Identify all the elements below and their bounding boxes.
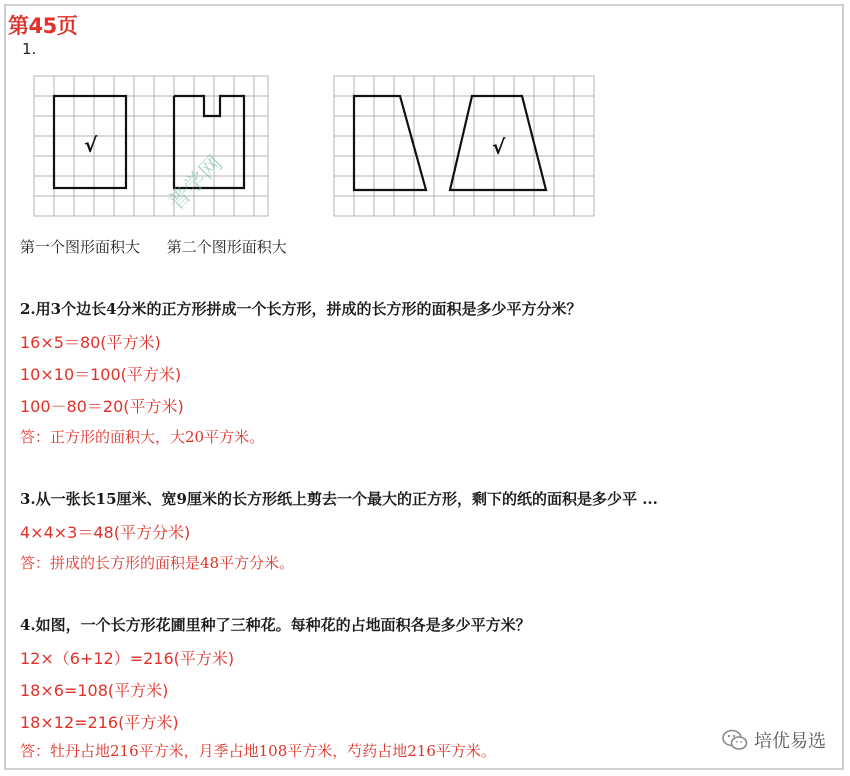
svg-text:普学网: 普学网 (163, 151, 228, 216)
q2-step-2: 10×10＝100(平方米) (20, 365, 182, 384)
q2-step-3: 100－80＝20(平方米) (20, 397, 184, 416)
q3-answer: 答：拼成的长方形的面积是48平方分米。 (20, 554, 295, 572)
caption-2: 第二个图形面积大 (166, 238, 287, 256)
q4-step-3: 18×12=216(平方米) (20, 713, 179, 732)
q2-answer: 答：正方形的面积大，大20平方米。 (20, 428, 265, 446)
figure-caption (20, 236, 309, 257)
q4-answer: 答：牡丹占地216平方米，月季占地108平方米，芍药占地216平方米。 (20, 742, 496, 760)
q4-step-2: 18×6=108(平方米) (20, 681, 169, 700)
question-3: 3.从一张长15厘米、宽9厘米的长方形纸上剪去一个最大的正方形，剩下的纸的面积是多少平 ... (20, 490, 658, 508)
check-mark-2: √ (492, 135, 506, 159)
check-mark-1: √ (84, 133, 98, 157)
q2-step-1: 16×5＝80(平方米) (20, 333, 161, 352)
watermark (722, 727, 826, 753)
question-2: 2.用3个边长4分米的正方形拼成一个长方形，拼成的长方形的面积是多少平方分米？ (20, 300, 582, 318)
watermark-text: 培优易选 (754, 731, 826, 752)
page-title: 第45页 (8, 14, 78, 38)
wechat-icon (722, 729, 748, 751)
q3-step-1: 4×4×3＝48(平方分米) (20, 523, 191, 542)
question-1-figure (20, 62, 610, 232)
caption-1: 第一个图形面积大 (20, 238, 141, 256)
question-4: 4.如图，一个长方形花圃里种了三种花。每种花的占地面积各是多少平方米？ (20, 616, 531, 634)
question-1-number: 1. (22, 40, 37, 58)
q4-step-1: 12×（6+12）=216(平方米) (20, 649, 235, 668)
